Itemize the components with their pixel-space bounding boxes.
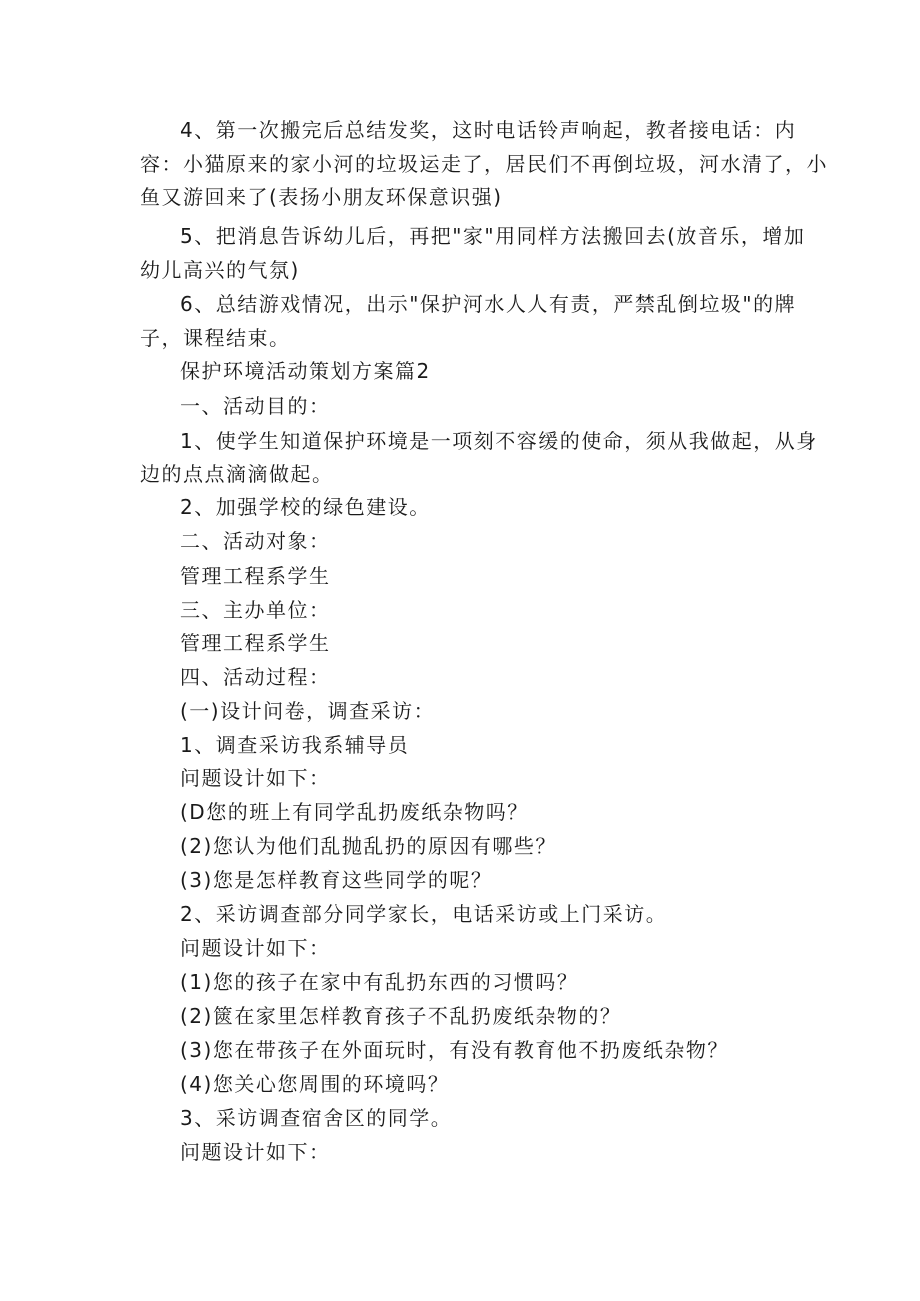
paragraph-4-line-1: 4、第一次搬完后总结发奖，这时电话铃声响起，教者接电话：内: [180, 118, 797, 142]
questions-label-2: 问题设计如下：: [180, 936, 331, 960]
survey-item-3: 3、采访调查宿舍区的同学。: [180, 1106, 453, 1130]
purpose-item-1-line-1: 1、使学生知道保护环境是一项刻不容缓的使命，须从我做起，从身: [180, 429, 818, 453]
question-1-3: (3)您是怎样教育这些同学的呢？: [180, 868, 493, 892]
heading-purpose: 一、活动目的：: [180, 394, 331, 418]
question-2-2: (2)篋在家里怎样教育孩子不乱扔废纸杂物的？: [180, 1004, 622, 1028]
question-2-4: (4)您关心您周围的环境吗？: [180, 1072, 450, 1096]
paragraph-6-line-2: 子，课程结束。: [140, 326, 291, 350]
paragraph-5-line-2: 幼儿高兴的气氛): [140, 258, 300, 282]
paragraph-4-line-3: 鱼又游回来了(表扬小朋友环保意识强): [140, 185, 503, 209]
subheading-survey: (一)设计问卷，调查采访：: [180, 699, 436, 723]
audience-value: 管理工程系学生: [180, 564, 331, 588]
question-2-3: (3)您在带孩子在外面玩时，有没有教育他不扔废纸杂物？: [180, 1038, 729, 1062]
organizer-value: 管理工程系学生: [180, 631, 331, 655]
section-title: 保护环境活动策划方案篇2: [180, 359, 431, 383]
paragraph-5-line-1: 5、把消息告诉幼儿后，再把"家"用同样方法搬回去(放音乐，增加: [180, 224, 806, 248]
questions-label-3: 问题设计如下：: [180, 1140, 331, 1164]
purpose-item-1-line-2: 边的点点滴滴做起。: [140, 462, 334, 486]
question-2-1: (1)您的孩子在家中有乱扔东西的习惯吗？: [180, 970, 579, 994]
heading-audience: 二、活动对象：: [180, 529, 331, 553]
purpose-item-2: 2、加强学校的绿色建设。: [180, 495, 431, 519]
questions-label-1: 问题设计如下：: [180, 766, 331, 790]
survey-item-2: 2、采访调查部分同学家长，电话采访或上门采访。: [180, 902, 668, 926]
question-1-2: (2)您认为他们乱抛乱扔的原因有哪些？: [180, 834, 557, 858]
heading-organizer: 三、主办单位：: [180, 598, 331, 622]
question-1-1: (D您的班上有同学乱扔废纸杂物吗？: [180, 800, 529, 824]
paragraph-6-line-1: 6、总结游戏情况，出示"保护河水人人有责，严禁乱倒垃圾"的牌: [180, 292, 797, 316]
paragraph-4-line-2: 容：小猫原来的家小河的垃圾运走了，居民们不再倒垃圾，河水清了，小: [140, 152, 828, 176]
heading-process: 四、活动过程：: [180, 665, 331, 689]
survey-item-1: 1、调查采访我系辅导员: [180, 733, 410, 757]
